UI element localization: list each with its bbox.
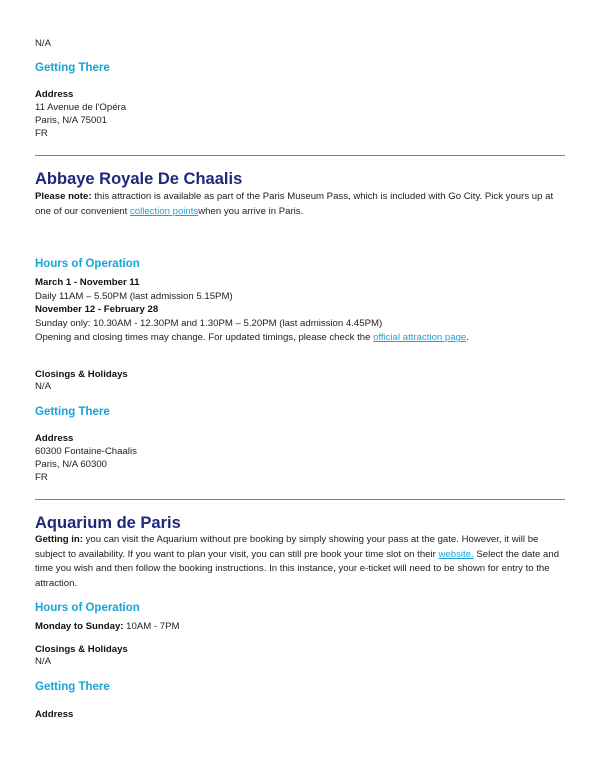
chaalis-note-label: Please note: xyxy=(35,191,92,202)
previous-address-label: Address xyxy=(35,89,74,100)
chaalis-note-text-end: when you arrive in Paris. xyxy=(198,205,304,217)
chaalis-closings-value: N/A xyxy=(35,381,51,392)
chaalis-hours-heading: Hours of Operation xyxy=(35,258,140,270)
aquarium-hours-heading: Hours of Operation xyxy=(35,602,140,614)
aquarium-getting-in-paragraph xyxy=(35,533,565,591)
chaalis-address-line-3: FR xyxy=(35,472,48,483)
aquarium-getting-in-label: Getting in: xyxy=(35,534,83,545)
aquarium-address-label: Address xyxy=(35,709,74,720)
aquarium-website-link[interactable]: website. xyxy=(438,548,474,560)
aquarium-hours-value: 10AM - 7PM xyxy=(123,621,180,632)
aquarium-hours-line xyxy=(35,620,179,633)
previous-getting-there-heading: Getting There xyxy=(35,62,110,74)
chaalis-address-line-2: Paris, N/A 60300 xyxy=(35,459,107,470)
chaalis-note-paragraph xyxy=(35,190,565,219)
chaalis-timing-note xyxy=(35,331,469,344)
aquarium-hours-label: Monday to Sunday: xyxy=(35,621,124,632)
chaalis-getting-there-heading: Getting There xyxy=(35,406,110,418)
previous-address-line-3: FR xyxy=(35,128,48,139)
attraction-title-aquarium: Aquarium de Paris xyxy=(35,514,181,532)
previous-address-line-1: 11 Avenue de l'Opéra xyxy=(35,102,127,113)
chaalis-timing-note-end: . xyxy=(466,332,469,343)
chaalis-period-1-hours: Daily 11AM – 5.50PM (last admission 5.15PM) xyxy=(35,291,233,302)
aquarium-getting-there-heading: Getting There xyxy=(35,681,110,693)
chaalis-period-1: March 1 - November 11 xyxy=(35,277,140,288)
chaalis-address-label: Address xyxy=(35,433,74,444)
previous-address-line-2: Paris, N/A 75001 xyxy=(35,115,107,126)
chaalis-period-2-hours: Sunday only: 10.30AM - 12.30PM and 1.30PM – 5.20PM (last admission 4.45PM) xyxy=(35,318,383,329)
chaalis-closings-label: Closings & Holidays xyxy=(35,369,128,380)
chaalis-address-line-1: 60300 Fontaine-Chaalis xyxy=(35,446,137,457)
attraction-title-chaalis: Abbaye Royale De Chaalis xyxy=(35,170,243,188)
aquarium-closings-label: Closings & Holidays xyxy=(35,644,128,655)
chaalis-note-text: this attraction is available as part of the Paris Museum Pass, which is included with Go City. Pick yours up at one of our convenient xyxy=(35,191,554,217)
chaalis-period-2: November 12 - February 28 xyxy=(35,304,159,315)
aquarium-closings-value: N/A xyxy=(35,656,51,667)
previous-closings-value: N/A xyxy=(35,38,51,49)
aquarium-getting-in-text: you can visit the Aquarium without pre booking by simply showing your pass at the gate. However, it will be subject to availability. If you want to plan your visit, you can still pre book your time slot on their xyxy=(35,534,539,560)
official-attraction-page-link[interactable]: official attraction page xyxy=(373,332,467,343)
aquarium-getting-in-text-end: Select the date and time you wish and then follow the booking instructions. In this instance, your e-ticket will need to be shown for entry to the attraction. xyxy=(35,548,560,589)
chaalis-timing-note-text: Opening and closing times may change. For updated timings, please check the xyxy=(35,332,374,343)
collection-points-link[interactable]: collection points xyxy=(129,205,199,217)
section-divider xyxy=(35,155,565,156)
section-divider xyxy=(35,499,565,500)
